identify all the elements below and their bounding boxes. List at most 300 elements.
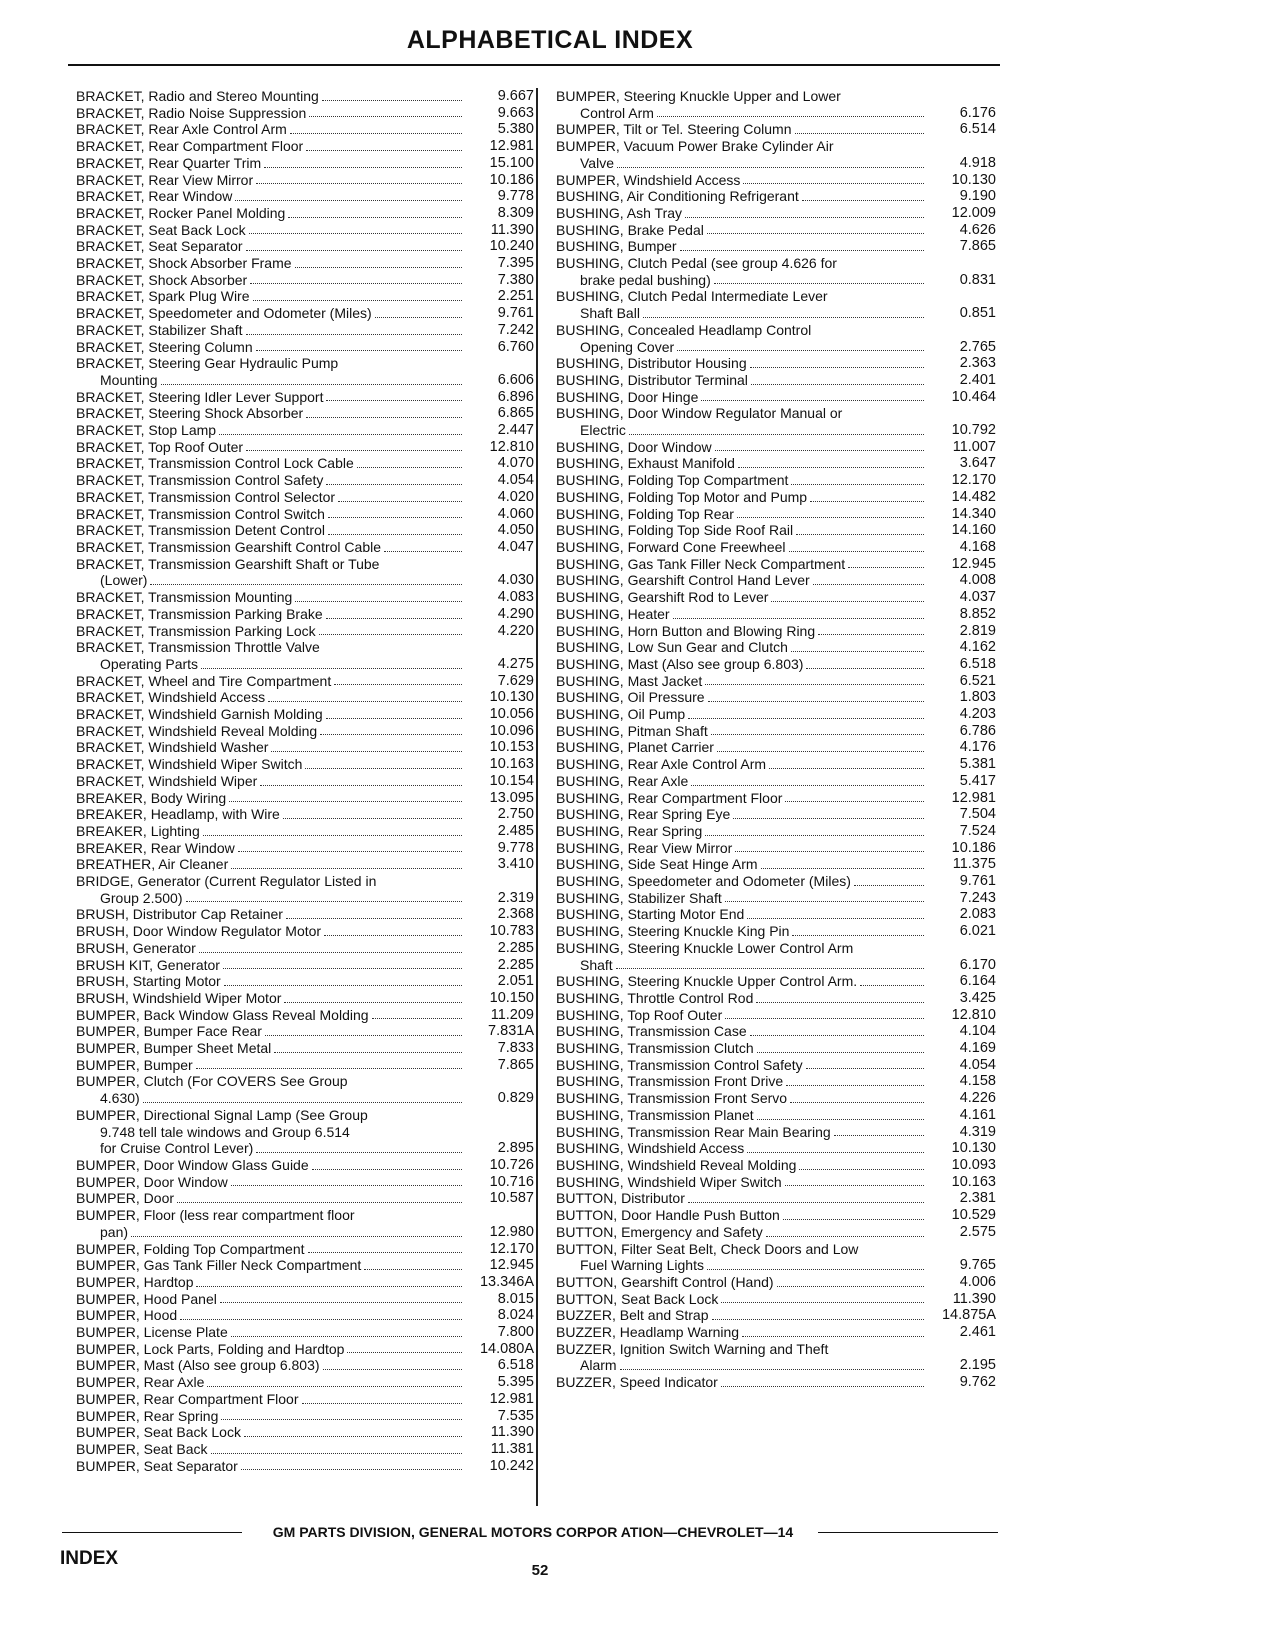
- index-entry: [556, 372, 996, 389]
- entry-name: BRACKET, Transmission Throttle Valve: [76, 639, 320, 656]
- dot-leader: [616, 968, 924, 969]
- dot-leader: [265, 1035, 462, 1036]
- entry-name: BRUSH, Starting Motor: [76, 973, 221, 990]
- index-entry: [556, 1124, 996, 1141]
- entry-name: BUMPER, Door Window: [76, 1173, 228, 1190]
- entry-name: BUTTON, Seat Back Lock: [556, 1290, 719, 1307]
- entry-name: BREAKER, Rear Window: [76, 839, 235, 856]
- dot-leader: [691, 785, 924, 786]
- index-entry: [556, 121, 996, 138]
- index-entry: [556, 823, 996, 840]
- entry-name: BUSHING, Windshield Access: [556, 1140, 745, 1157]
- entry-page-ref: 6.521: [959, 672, 996, 689]
- entry-name: BUSHING, Throttle Control Rod: [556, 989, 754, 1006]
- dot-leader: [680, 250, 924, 251]
- entry-page-ref: 4.203: [959, 706, 996, 723]
- entry-page-ref: 6.606: [497, 371, 534, 388]
- index-entry: [76, 673, 534, 690]
- dot-leader: [324, 935, 462, 936]
- dot-leader: [177, 1202, 462, 1203]
- index-entry: [556, 656, 996, 673]
- entry-name: BUSHING, Speedometer and Odometer (Miles): [556, 873, 851, 890]
- entry-page-ref: 4.054: [497, 472, 534, 489]
- dot-leader: [757, 1119, 924, 1120]
- entry-name: BUMPER, License Plate: [76, 1324, 228, 1341]
- dot-leader: [223, 968, 462, 969]
- entry-page-ref: 10.186: [489, 171, 534, 188]
- entry-name: BUSHING, Door Hinge: [556, 388, 699, 405]
- entry-name: BUSHING, Rear Axle Control Arm: [556, 756, 767, 773]
- entry-page-ref: 7.380: [497, 271, 534, 288]
- index-entry: [76, 1057, 534, 1074]
- entry-page-ref: 4.060: [497, 505, 534, 522]
- index-entry: [76, 1324, 534, 1341]
- entry-page-ref: 4.104: [959, 1023, 996, 1040]
- index-entry-heading: [556, 138, 996, 155]
- entry-name: BRACKET, Shock Absorber Frame: [76, 255, 292, 272]
- dot-leader: [274, 1052, 462, 1053]
- entry-name: BUMPER, Back Window Glass Reveal Molding: [76, 1006, 369, 1023]
- dot-leader: [785, 1185, 924, 1186]
- entry-name: BRACKET, Windshield Access: [76, 689, 266, 706]
- index-entry: [76, 422, 534, 439]
- index-entry: [76, 1241, 534, 1258]
- entry-page-ref: 12.981: [489, 138, 534, 155]
- entry-page-ref: 10.130: [951, 171, 996, 188]
- index-entry: [76, 455, 534, 472]
- entry-page-ref: 10.186: [951, 839, 996, 856]
- index-entry: [76, 1307, 534, 1324]
- entry-name: BUSHING, Pitman Shaft: [556, 722, 708, 739]
- index-entry: [556, 506, 996, 523]
- entry-page-ref: 11.381: [490, 1440, 534, 1457]
- index-entry-continuation: [76, 1124, 534, 1141]
- entry-name: BUSHING, Oil Pump: [556, 706, 686, 723]
- index-entry: [76, 806, 534, 823]
- entry-page-ref: 14.340: [951, 505, 996, 522]
- dot-leader: [308, 1252, 463, 1253]
- entry-name: BUSHING, Transmission Front Drive: [556, 1073, 784, 1090]
- entry-page-ref: 6.518: [497, 1357, 534, 1374]
- index-entry: [556, 1357, 996, 1374]
- dot-leader: [742, 1336, 924, 1337]
- entry-name: BUMPER, Seat Back Lock: [76, 1424, 241, 1441]
- dot-leader: [326, 484, 462, 485]
- dot-leader: [688, 1202, 924, 1203]
- entry-page-ref: 4.083: [497, 589, 534, 606]
- entry-page-ref: 9.761: [959, 873, 996, 890]
- index-entry: [556, 756, 996, 773]
- index-entry: [556, 238, 996, 255]
- dot-leader: [715, 450, 924, 451]
- index-entry: [556, 840, 996, 857]
- entry-page-ref: 12.170: [951, 472, 996, 489]
- entry-name: BUSHING, Starting Motor End: [556, 906, 745, 923]
- entry-page-ref: 11.390: [952, 1290, 996, 1307]
- dot-leader: [253, 300, 463, 301]
- index-entry: [556, 706, 996, 723]
- entry-name: BRACKET, Stabilizer Shaft: [76, 321, 243, 338]
- entry-name: BUSHING, Rear Compartment Floor: [556, 789, 783, 806]
- dot-leader: [319, 634, 462, 635]
- entry-page-ref: 2.368: [497, 906, 534, 923]
- index-entry: [76, 1040, 534, 1057]
- dot-leader: [806, 668, 924, 669]
- entry-name: BRACKET, Transmission Gearshift Control Cable: [76, 538, 381, 555]
- entry-name-continuation: for Cruise Control Lever): [100, 1140, 254, 1157]
- index-column-left: [76, 88, 534, 1474]
- entry-page-ref: 4.168: [959, 538, 996, 555]
- entry-page-ref: 7.800: [497, 1324, 534, 1341]
- dot-leader: [295, 601, 462, 602]
- entry-name: BRACKET, Shock Absorber: [76, 271, 248, 288]
- index-entry: [76, 1090, 534, 1107]
- entry-page-ref: 4.047: [497, 538, 534, 555]
- entry-page-ref: 1.803: [959, 689, 996, 706]
- index-entry-heading: [76, 639, 534, 656]
- dot-leader: [747, 918, 924, 919]
- entry-name: BUSHING, Distributor Housing: [556, 355, 747, 372]
- entry-page-ref: 10.096: [489, 722, 534, 739]
- dot-leader: [725, 1018, 924, 1019]
- entry-name-continuation: (Lower): [100, 572, 148, 589]
- dot-leader: [326, 718, 462, 719]
- index-entry-heading: [556, 1341, 996, 1358]
- column-divider: [536, 88, 538, 1506]
- dot-leader: [711, 734, 924, 735]
- index-entry: [76, 957, 534, 974]
- dot-leader: [750, 1035, 924, 1036]
- index-entry: [76, 623, 534, 640]
- entry-page-ref: 4.020: [497, 488, 534, 505]
- index-entry: [556, 1324, 996, 1341]
- entry-page-ref: 4.226: [959, 1090, 996, 1107]
- index-entry: [556, 339, 996, 356]
- entry-page-ref: 10.153: [489, 739, 534, 756]
- entry-name: BUMPER, Door: [76, 1190, 175, 1207]
- entry-name: BRACKET, Rear Compartment Floor: [76, 138, 304, 155]
- entry-name: BUTTON, Filter Seat Belt, Check Doors and Low: [556, 1240, 859, 1257]
- entry-name: BUSHING, Distributor Terminal: [556, 371, 748, 388]
- dot-leader: [795, 133, 925, 134]
- entry-name: BUZZER, Speed Indicator: [556, 1374, 718, 1391]
- entry-page-ref: 14.482: [951, 488, 996, 505]
- dot-leader: [238, 851, 462, 852]
- entry-page-ref: 6.786: [959, 722, 996, 739]
- dot-leader: [220, 1302, 462, 1303]
- index-entry: [76, 706, 534, 723]
- entry-name: BUMPER, Steering Knuckle Upper and Lower: [556, 88, 841, 104]
- entry-name: BUSHING, Transmission Control Safety: [556, 1056, 803, 1073]
- index-entry: [556, 1157, 996, 1174]
- dot-leader: [219, 434, 462, 435]
- entry-name: BRACKET, Rocker Panel Molding: [76, 204, 286, 221]
- entry-page-ref: 6.896: [497, 388, 534, 405]
- entry-name: BUSHING, Steering Knuckle Upper Control Arm.: [556, 973, 858, 990]
- entry-name-continuation: Mounting: [100, 371, 158, 388]
- dot-leader: [221, 1419, 462, 1420]
- entry-name: BUSHING, Brake Pedal: [556, 221, 704, 238]
- entry-page-ref: 6.021: [959, 923, 996, 940]
- entry-name: BRACKET, Rear Axle Control Arm: [76, 121, 287, 138]
- entry-page-ref: 5.381: [959, 756, 996, 773]
- entry-page-ref: 4.006: [959, 1273, 996, 1290]
- dot-leader: [777, 1286, 924, 1287]
- entry-name: BUMPER, Vacuum Power Brake Cylinder Air: [556, 138, 834, 155]
- entry-name: BRACKET, Radio and Stereo Mounting: [76, 88, 319, 104]
- index-entry-heading: [556, 405, 996, 422]
- index-entry: [76, 138, 534, 155]
- entry-name: BRACKET, Rear View Mirror: [76, 171, 254, 188]
- dot-leader: [708, 701, 924, 702]
- entry-name: BRACKET, Transmission Parking Lock: [76, 622, 316, 639]
- entry-name: BUSHING, Folding Top Side Roof Rail: [556, 522, 794, 539]
- index-entry: [76, 188, 534, 205]
- entry-name: BRACKET, Windshield Wiper: [76, 772, 258, 789]
- entry-page-ref: 4.070: [497, 455, 534, 472]
- index-entry: [76, 322, 534, 339]
- entry-name: BUZZER, Headlamp Warning: [556, 1324, 740, 1341]
- entry-page-ref: 2.285: [497, 939, 534, 956]
- entry-page-ref: 12.981: [951, 789, 996, 806]
- dot-leader: [326, 400, 462, 401]
- entry-page-ref: 5.380: [497, 121, 534, 138]
- entry-name: BUTTON, Door Handle Push Button: [556, 1207, 780, 1224]
- index-entry: [556, 1140, 996, 1157]
- dot-leader: [286, 918, 462, 919]
- entry-page-ref: 10.130: [951, 1140, 996, 1157]
- entry-page-ref: 12.170: [489, 1240, 534, 1257]
- entry-page-ref: 12.810: [951, 1006, 996, 1023]
- entry-page-ref: 2.575: [959, 1223, 996, 1240]
- dot-leader: [854, 885, 924, 886]
- entry-name: BUSHING, Concealed Headlamp Control: [556, 321, 812, 338]
- entry-name: BREATHER, Air Cleaner: [76, 856, 229, 873]
- dot-leader: [290, 133, 462, 134]
- dot-leader: [268, 701, 462, 702]
- index-entry: [556, 1274, 996, 1291]
- entry-name-continuation: Control Arm: [580, 104, 654, 121]
- index-entry: [76, 105, 534, 122]
- entry-name: BUSHING, Clutch Pedal Intermediate Lever: [556, 288, 828, 305]
- entry-name: BUSHING, Steering Knuckle Lower Control Arm: [556, 939, 854, 956]
- index-entry: [76, 389, 534, 406]
- dot-leader: [799, 1169, 924, 1170]
- dot-leader: [309, 116, 462, 117]
- dot-leader: [786, 1085, 924, 1086]
- index-entry: [556, 1307, 996, 1324]
- entry-page-ref: 6.170: [959, 956, 996, 973]
- index-entry: [76, 656, 534, 673]
- index-entry: [76, 472, 534, 489]
- entry-page-ref: 7.831A: [488, 1023, 534, 1040]
- index-entry: [76, 589, 534, 606]
- index-entry-heading: [76, 1207, 534, 1224]
- entry-name: BUSHING, Folding Top Rear: [556, 505, 734, 522]
- index-entry: [556, 589, 996, 606]
- entry-name: BUTTON, Gearshift Control (Hand): [556, 1273, 774, 1290]
- dot-leader: [256, 1152, 462, 1153]
- entry-page-ref: 2.251: [497, 288, 534, 305]
- index-entry: [76, 1374, 534, 1391]
- dot-leader: [203, 835, 462, 836]
- index-entry: [76, 405, 534, 422]
- entry-name-continuation: Fuel Warning Lights: [580, 1257, 704, 1274]
- index-entry: [76, 1274, 534, 1291]
- entry-name: BUSHING, Oil Pressure: [556, 689, 705, 706]
- index-entry: [556, 305, 996, 322]
- dot-leader: [302, 1403, 462, 1404]
- index-entry: [556, 673, 996, 690]
- entry-name: BRACKET, Top Roof Outer: [76, 438, 244, 455]
- dot-leader: [643, 317, 924, 318]
- footer-rule-right: [818, 1532, 998, 1533]
- index-entry: [556, 1007, 996, 1024]
- entry-name-continuation: Shaft Ball: [580, 305, 640, 322]
- index-entry: [556, 355, 996, 372]
- entry-name: BRACKET, Seat Separator: [76, 238, 243, 255]
- index-entry: [556, 489, 996, 506]
- index-entry: [76, 1391, 534, 1408]
- index-entry: [76, 539, 534, 556]
- index-entry: [76, 1157, 534, 1174]
- dot-leader: [150, 584, 462, 585]
- entry-name: BUMPER, Lock Parts, Folding and Hardtop: [76, 1340, 345, 1357]
- index-entry: [76, 305, 534, 322]
- entry-name: BRACKET, Rear Quarter Trim: [76, 154, 262, 171]
- dot-leader: [757, 1052, 924, 1053]
- index-entry: [76, 1424, 534, 1441]
- entry-name: BUSHING, Transmission Case: [556, 1023, 747, 1040]
- dot-leader: [323, 1369, 462, 1370]
- entry-page-ref: 10.242: [489, 1457, 534, 1474]
- dot-leader: [338, 501, 462, 502]
- entry-name: BRUSH, Distributor Cap Retainer: [76, 906, 283, 923]
- index-entry: [76, 121, 534, 138]
- entry-page-ref: 4.054: [959, 1056, 996, 1073]
- entry-name: BREAKER, Headlamp, with Wire: [76, 806, 280, 823]
- entry-name-continuation: 9.748 tell tale windows and Group 6.514: [100, 1123, 350, 1140]
- entry-name: BUMPER, Floor (less rear compartment floor: [76, 1207, 355, 1224]
- entry-name: BUMPER, Clutch (For COVERS See Group: [76, 1073, 348, 1090]
- entry-name: BUSHING, Forward Cone Freewheel: [556, 538, 786, 555]
- entry-name: BUSHING, Rear Spring Eye: [556, 806, 731, 823]
- index-entry: [76, 572, 534, 589]
- entry-name: BUMPER, Door Window Glass Guide: [76, 1157, 309, 1173]
- entry-name: BUMPER, Hood: [76, 1307, 178, 1324]
- entry-name: BRUSH, Windshield Wiper Motor: [76, 989, 282, 1006]
- entry-name: BUSHING, Door Window Regulator Manual or: [556, 405, 843, 422]
- entry-name: BUSHING, Transmission Planet: [556, 1106, 754, 1123]
- entry-page-ref: 2.447: [497, 422, 534, 439]
- dot-leader: [256, 183, 462, 184]
- entry-name: BRACKET, Steering Column: [76, 338, 253, 355]
- dot-leader: [235, 200, 462, 201]
- entry-name: BRIDGE, Generator (Current Regulator Listed in: [76, 873, 377, 890]
- dot-leader: [322, 100, 462, 101]
- entry-page-ref: 9.778: [497, 839, 534, 856]
- dot-leader: [375, 317, 462, 318]
- entry-page-ref: 9.190: [959, 188, 996, 205]
- entry-name: BUSHING, Rear View Mirror: [556, 839, 733, 856]
- entry-page-ref: 7.833: [497, 1040, 534, 1057]
- index-entry: [76, 739, 534, 756]
- entry-name: BREAKER, Lighting: [76, 822, 200, 839]
- dot-leader: [657, 116, 924, 117]
- index-entry: [556, 873, 996, 890]
- dot-leader: [735, 851, 924, 852]
- entry-page-ref: 2.485: [497, 822, 534, 839]
- entry-name-continuation: brake pedal bushing): [580, 271, 711, 288]
- dot-leader: [186, 901, 463, 902]
- dot-leader: [769, 768, 924, 769]
- dot-leader: [244, 1436, 462, 1437]
- entry-page-ref: 10.792: [951, 422, 996, 439]
- index-entry: [556, 172, 996, 189]
- entry-page-ref: 9.778: [497, 188, 534, 205]
- entry-page-ref: 2.401: [959, 371, 996, 388]
- index-entry: [76, 790, 534, 807]
- index-entry: [76, 1174, 534, 1191]
- dot-leader: [789, 551, 924, 552]
- dot-leader: [677, 350, 924, 351]
- index-entry: [76, 923, 534, 940]
- entry-page-ref: 10.716: [489, 1173, 534, 1190]
- entry-name: BUMPER, Rear Compartment Floor: [76, 1390, 299, 1407]
- dot-leader: [617, 167, 924, 168]
- index-entry: [556, 1291, 996, 1308]
- entry-name: BRACKET, Stop Lamp: [76, 422, 217, 439]
- dot-leader: [701, 400, 924, 401]
- entry-name: BUSHING, Windshield Reveal Molding: [556, 1157, 797, 1173]
- index-entry: [556, 1090, 996, 1107]
- page-number: 52: [531, 1562, 549, 1579]
- index-entry: [76, 1458, 534, 1475]
- index-entry-heading: [76, 355, 534, 372]
- entry-page-ref: 14.875A: [941, 1307, 996, 1324]
- index-entry: [556, 1057, 996, 1074]
- index-entry: [76, 155, 534, 172]
- title-rule: [68, 64, 1000, 66]
- index-entry: [556, 973, 996, 990]
- entry-page-ref: 12.981: [489, 1390, 534, 1407]
- entry-page-ref: 10.529: [951, 1207, 996, 1224]
- entry-name: BRACKET, Rear Window: [76, 188, 233, 205]
- entry-page-ref: 13.095: [489, 789, 534, 806]
- index-entry: [556, 205, 996, 222]
- index-entry: [556, 222, 996, 239]
- entry-name: BUMPER, Seat Separator: [76, 1457, 238, 1474]
- entry-name: BUMPER, Bumper Sheet Metal: [76, 1040, 272, 1057]
- entry-page-ref: 12.810: [489, 438, 534, 455]
- entry-name: BUMPER, Seat Back: [76, 1440, 208, 1457]
- dot-leader: [211, 1453, 463, 1454]
- entry-name: BUSHING, Gas Tank Filler Neck Compartment: [556, 555, 846, 572]
- index-entry: [76, 172, 534, 189]
- entry-page-ref: 4.162: [959, 639, 996, 656]
- dot-leader: [229, 801, 462, 802]
- entry-name: BRACKET, Transmission Control Lock Cable: [76, 455, 354, 472]
- entry-name: BUZZER, Belt and Strap: [556, 1307, 709, 1324]
- index-entry: [556, 957, 996, 974]
- entry-name: BRACKET, Transmission Control Switch: [76, 505, 325, 522]
- entry-page-ref: 11.390: [490, 1424, 534, 1441]
- entry-name: BRUSH KIT, Generator: [76, 956, 220, 973]
- entry-page-ref: 2.750: [497, 806, 534, 823]
- entry-page-ref: 2.381: [959, 1190, 996, 1207]
- index-entry-heading: [556, 322, 996, 339]
- entry-page-ref: 10.056: [489, 706, 534, 723]
